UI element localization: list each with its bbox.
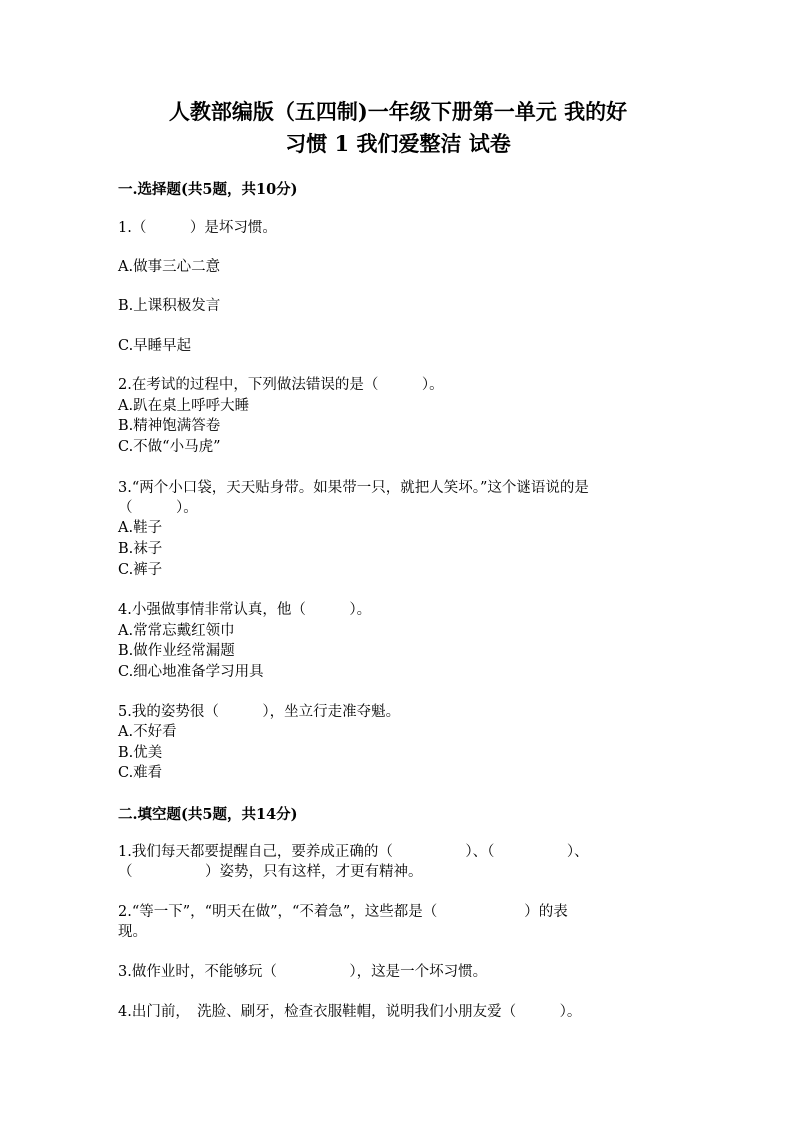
option-a: A.趴在桌上呼呼大睡 — [118, 398, 250, 414]
option-b: B.上课积极发言 — [118, 298, 221, 314]
page-title — [118, 96, 678, 160]
option-a: A.常常忘戴红领巾 — [118, 623, 235, 639]
option-a: A.做事三心二意 — [118, 259, 221, 275]
option-a: A.鞋子 — [118, 520, 163, 536]
option-c: C.裤子 — [118, 562, 163, 578]
question-stem: 5.我的姿势很（ ），坐立行走准夺魁。 — [118, 704, 401, 720]
question-stem: 1.我们每天都要提醒自己，要养成正确的（ ）、（ ）、 — [118, 844, 589, 860]
option-a: A.不好看 — [118, 724, 177, 740]
question-stem-cont: （ ）。 — [118, 500, 198, 516]
section-heading-fill: 二.填空题(共5题，共14分) — [118, 806, 298, 823]
question-stem: 1.（ ）是坏习惯。 — [118, 220, 277, 236]
question-stem: 3.做作业时，不能够玩（ ），这是一个坏习惯。 — [118, 964, 488, 980]
option-c: C.不做“小马虎” — [118, 439, 221, 455]
option-b: B.精神饱满答卷 — [118, 418, 221, 434]
option-b: B.优美 — [118, 745, 163, 761]
option-b: B.袜子 — [118, 541, 163, 557]
question-stem: 2.“等一下”，“明天在做”，“不着急”，这些都是（ ）的表 — [118, 904, 568, 920]
option-c: C.细心地准备学习用具 — [118, 664, 264, 680]
question-stem: 4.出门前， 洗脸、刷牙，检查衣服鞋帽，说明我们小朋友爱（ ）。 — [118, 1004, 582, 1020]
question-stem: 2.在考试的过程中，下列做法错误的是（ ）。 — [118, 377, 444, 393]
section-heading-choice: 一.选择题(共5题，共10分) — [118, 181, 298, 198]
question-stem-cont: 现。 — [118, 924, 147, 940]
question-stem-cont: （ ）姿势，只有这样，才更有精神。 — [118, 864, 423, 880]
question-stem: 4.小强做事情非常认真，他（ ）。 — [118, 602, 372, 618]
title-line-1: 人教部编版（五四制)一年级下册第一单元 我的好 — [168, 99, 628, 124]
option-c: C.早睡早起 — [118, 338, 192, 354]
question-stem: 3.“两个小口袋，天天贴身带。如果带一只，就把人笑坏。”这个谜语说的是 — [118, 480, 589, 496]
option-c: C.难看 — [118, 765, 163, 781]
option-b: B.做作业经常漏题 — [118, 643, 235, 659]
title-line-2: 习惯 1 我们爱整洁 试卷 — [285, 131, 511, 156]
